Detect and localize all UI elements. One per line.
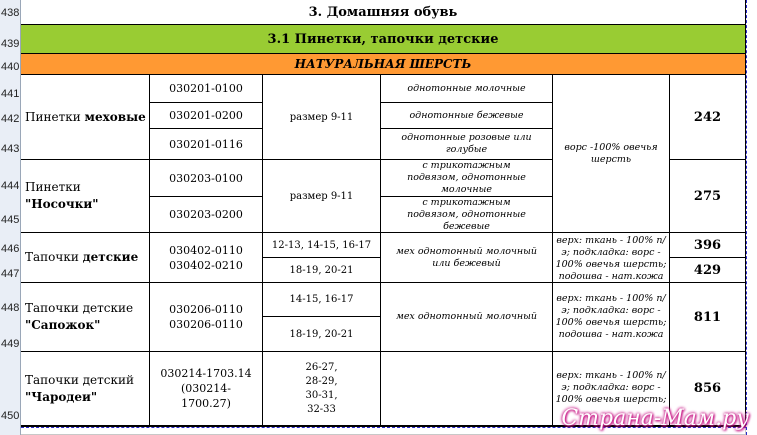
size-text: 14-15, 16-17 (289, 294, 354, 305)
price-cell[interactable] (670, 160, 746, 233)
row-number[interactable]: 439 (1, 38, 20, 50)
size-text: 26-27, 28-29, 30-31, 32-33 (305, 361, 338, 415)
row-number[interactable]: 443 (1, 143, 20, 155)
article-code: 030206-0110 030206-0110 (169, 303, 243, 331)
code-cell[interactable] (150, 103, 263, 129)
material-text: верх: ткань - 100% п/э; подкладка: ворс - 100% овечья шерсть; подошва - нат.кожа (555, 293, 667, 340)
name-bold: "Сапожок" (25, 318, 101, 332)
color-text: однотонные бежевые (409, 109, 524, 121)
name-plain: Тапочки (25, 250, 83, 264)
row-number[interactable]: 440 (1, 61, 20, 73)
row-number[interactable]: 449 (1, 338, 20, 350)
row-number[interactable]: 444 (1, 180, 20, 192)
material-header-text: НАТУРАЛЬНАЯ ШЕРСТЬ (294, 57, 472, 71)
article-code: 030203-0100 (169, 171, 243, 185)
color-text: мех однотонный молочный (395, 311, 538, 322)
price-cell[interactable] (670, 75, 746, 160)
name-bold: меховые (84, 109, 146, 124)
price-cell[interactable] (670, 283, 746, 352)
price: 396 (693, 237, 722, 253)
product-name (25, 300, 133, 334)
price-cell[interactable] (670, 258, 746, 283)
article-code: 030203-0200 (169, 208, 243, 221)
article-code: 030201-0200 (169, 109, 243, 122)
watermark-logo: Страна-Мам.ру (561, 406, 749, 431)
name-bold: детские (82, 250, 139, 264)
color-text: однотонные молочные (407, 82, 526, 94)
row-number[interactable]: 447 (1, 268, 20, 280)
name-plain: Тапочки детский (25, 372, 134, 387)
color-cell[interactable] (381, 233, 553, 283)
color-text: с трикотажным подвязом, однотонные молочные (407, 160, 526, 195)
size-cell[interactable] (263, 75, 381, 160)
price: 275 (693, 188, 722, 204)
material-text: ворс -100% овечья шерсть (564, 141, 658, 165)
product-name-cell[interactable] (21, 283, 150, 352)
code-cell[interactable] (150, 197, 263, 233)
size-cell[interactable] (263, 317, 381, 352)
price: 811 (693, 309, 722, 325)
size-cell[interactable] (263, 283, 381, 317)
color-cell[interactable] (381, 160, 553, 197)
article-code: 030201-0116 (169, 137, 243, 151)
page-break-line (746, 0, 747, 435)
size-text: размер 9-11 (289, 190, 354, 202)
row-number[interactable]: 442 (1, 113, 20, 125)
name-plain: Пинетки (25, 180, 81, 194)
row-number[interactable]: 450 (1, 410, 20, 422)
color-cell[interactable] (381, 75, 553, 103)
price: 856 (693, 381, 722, 396)
row-number[interactable]: 446 (1, 243, 20, 255)
article-code: 030214-1703.14 (030214-1700.27) (160, 367, 252, 410)
product-name-cell[interactable] (21, 75, 150, 160)
article-code: 030201-0100 (169, 82, 243, 95)
size-text: 18-19, 20-21 (289, 264, 354, 276)
material-text: верх: ткань - 100% п/э; подкладка: ворс - 100% овечья шерсть; подошва - нат.кожа (555, 235, 667, 282)
size-text: размер 9-11 (289, 111, 354, 123)
size-text: 12-13, 14-15, 16-17 (271, 239, 372, 251)
code-cell[interactable] (150, 233, 263, 283)
size-text: 18-19, 20-21 (289, 328, 354, 340)
price: 429 (693, 262, 722, 278)
subsection-title[interactable] (21, 25, 746, 54)
product-name (25, 109, 146, 126)
material-cell[interactable] (553, 233, 670, 283)
code-cell[interactable] (150, 75, 263, 103)
material-cell[interactable] (553, 75, 670, 233)
product-name-cell[interactable] (21, 352, 150, 426)
row-number[interactable]: 438 (1, 7, 20, 19)
code-cell[interactable] (150, 283, 263, 352)
code-cell[interactable] (150, 160, 263, 197)
color-cell[interactable] (381, 352, 553, 426)
article-code: 030402-0110 030402-0210 (169, 243, 243, 272)
row-number[interactable]: 441 (1, 88, 20, 100)
code-cell[interactable] (150, 352, 263, 426)
product-name-cell[interactable] (21, 160, 150, 233)
product-name (25, 249, 138, 266)
price-cell[interactable] (670, 233, 746, 258)
name-bold: "Чародеи" (25, 389, 98, 404)
color-cell[interactable] (381, 129, 553, 160)
material-text: верх: ткань - 100% п/э; подкладка: ворс - 100% овечья шерсть; (555, 370, 667, 405)
section-title[interactable] (21, 0, 746, 25)
color-cell[interactable] (381, 283, 553, 352)
size-cell[interactable] (263, 258, 381, 283)
name-plain: Пинетки (25, 109, 85, 124)
product-name (25, 179, 99, 213)
color-text: мех однотонный молочный или бежевый (395, 245, 538, 269)
price: 242 (693, 109, 722, 125)
row-header-column (0, 0, 21, 435)
color-text: с трикотажным подвязом, однотонные бежевые (407, 197, 526, 232)
color-cell[interactable] (381, 103, 553, 129)
size-cell[interactable] (263, 160, 381, 233)
name-bold: "Носочки" (25, 197, 99, 211)
product-name (25, 372, 134, 406)
product-name-cell[interactable] (21, 233, 150, 283)
color-text: однотонные розовые или голубые (401, 132, 532, 155)
name-plain: Тапочки детские (25, 301, 134, 315)
section-title-text: 3. Домашняя обувь (308, 4, 458, 20)
subsection-title-text: 3.1 Пинетки, тапочки детские (267, 31, 499, 47)
code-cell[interactable] (150, 129, 263, 160)
row-number[interactable]: 448 (1, 302, 20, 314)
row-number[interactable]: 445 (1, 214, 20, 226)
size-cell[interactable] (263, 233, 381, 258)
material-header[interactable] (21, 54, 746, 75)
size-cell[interactable] (263, 352, 381, 426)
color-cell[interactable] (381, 197, 553, 233)
material-cell[interactable] (553, 283, 670, 352)
